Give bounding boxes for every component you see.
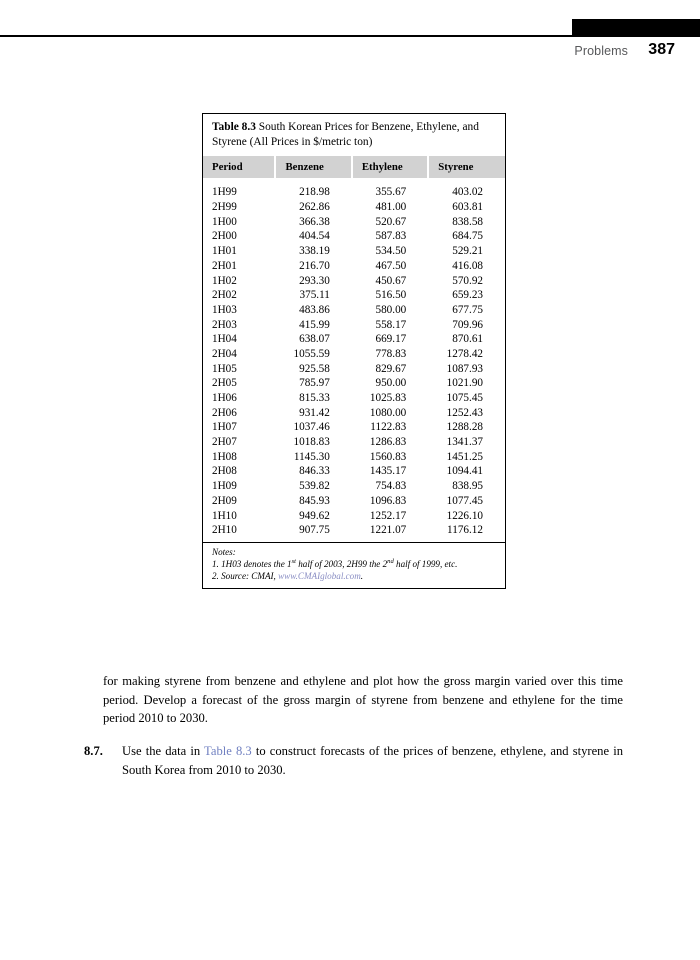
table-row xyxy=(203,508,505,523)
cell-ethylene: 481.00 xyxy=(375,201,407,214)
cell-ethylene: 1080.00 xyxy=(369,406,407,419)
table-row xyxy=(203,288,505,303)
cell-period: 2H04 xyxy=(212,347,237,360)
table-row xyxy=(203,405,505,420)
cell-ethylene: 1286.83 xyxy=(369,436,407,449)
cell-styrene: 570.92 xyxy=(452,274,483,287)
cell-benzene: 483.86 xyxy=(299,303,330,316)
cell-period: 1H02 xyxy=(212,274,237,287)
cell-ethylene: 1122.83 xyxy=(370,421,407,434)
table-row xyxy=(203,523,505,542)
table-row xyxy=(203,391,505,406)
cell-benzene: 1055.59 xyxy=(293,347,330,360)
cell-ethylene: 1435.17 xyxy=(369,465,407,478)
cell-styrene: 1176.12 xyxy=(447,524,483,537)
table-row xyxy=(203,332,505,347)
cell-period: 2H99 xyxy=(212,201,237,214)
cell-benzene: 1018.83 xyxy=(293,436,330,449)
table-row xyxy=(203,259,505,274)
problem-number: 8.7. xyxy=(84,744,103,758)
cell-ethylene: 950.00 xyxy=(375,377,407,390)
note-1-part-b: half of 2003, 2H99 the 2 xyxy=(295,558,388,569)
table-row xyxy=(203,244,505,259)
cell-period: 2H00 xyxy=(212,230,237,243)
cell-ethylene: 829.67 xyxy=(375,362,407,375)
cell-styrene: 838.95 xyxy=(452,480,483,493)
cell-ethylene: 450.67 xyxy=(375,274,407,287)
problem-8-7 xyxy=(84,742,623,779)
table-8-3 xyxy=(202,113,506,589)
cell-styrene: 1021.90 xyxy=(446,377,483,390)
cell-ethylene: 754.83 xyxy=(375,480,407,493)
cell-ethylene: 778.83 xyxy=(375,347,407,360)
cell-period: 1H04 xyxy=(212,333,237,346)
cell-period: 1H08 xyxy=(212,450,237,463)
cell-period: 2H09 xyxy=(212,494,237,507)
cell-benzene: 375.11 xyxy=(299,289,330,302)
running-head-label: Problems xyxy=(574,44,628,58)
table-row xyxy=(203,303,505,318)
note-item-2 xyxy=(212,571,497,583)
cell-period: 2H07 xyxy=(212,436,237,449)
cell-benzene: 931.42 xyxy=(299,406,330,419)
cell-benzene: 218.98 xyxy=(299,186,330,199)
cell-styrene: 870.61 xyxy=(452,333,483,346)
cell-benzene: 338.19 xyxy=(299,245,330,258)
cell-styrene: 416.08 xyxy=(452,259,483,272)
cell-styrene: 1451.25 xyxy=(446,450,483,463)
problem-text xyxy=(122,742,623,779)
body-paragraph: for making styrene from benzene and ethylene and plot how the gross margin varied over this time period. Develop a forecast of the gross margin of styrene from benzene and ethylene for the time period 2010 to 2030. xyxy=(103,674,623,726)
cell-ethylene: 534.50 xyxy=(375,245,407,258)
note-1-part-c: half of 1999, etc. xyxy=(393,558,458,569)
cell-period: 1H00 xyxy=(212,215,237,228)
cell-benzene: 949.62 xyxy=(299,509,330,522)
cell-styrene: 529.21 xyxy=(452,245,483,258)
table-header-row xyxy=(203,156,505,179)
table-row xyxy=(203,464,505,479)
table-8-3-crossref-link[interactable]: Table 8.3 xyxy=(204,744,252,758)
cell-styrene: 677.75 xyxy=(452,303,483,316)
cell-benzene: 845.93 xyxy=(299,494,330,507)
note-1-part-a: 1. 1H03 denotes the 1 xyxy=(212,558,292,569)
table-caption-text: South Korean Prices for Benzene, Ethylene, and Styrene (All Prices in $/metric ton) xyxy=(212,121,479,149)
cell-period: 1H05 xyxy=(212,362,237,375)
cell-styrene: 1278.42 xyxy=(446,347,483,360)
cell-ethylene: 669.17 xyxy=(375,333,407,346)
cell-ethylene: 580.00 xyxy=(375,303,407,316)
note-1-sup-st: st xyxy=(291,557,296,565)
table-row xyxy=(203,347,505,362)
table-row xyxy=(203,479,505,494)
cell-period: 2H03 xyxy=(212,318,237,331)
table-body xyxy=(203,179,505,542)
table-row xyxy=(203,435,505,450)
cell-ethylene: 355.67 xyxy=(375,186,407,199)
cell-styrene: 709.96 xyxy=(452,318,483,331)
cell-styrene: 659.23 xyxy=(452,289,483,302)
cell-benzene: 638.07 xyxy=(299,333,330,346)
price-data-table xyxy=(203,155,505,542)
header-black-tab xyxy=(572,19,700,35)
cell-period: 2H01 xyxy=(212,259,237,272)
table-row xyxy=(203,179,505,200)
table-notes xyxy=(203,543,505,588)
cell-benzene: 216.70 xyxy=(299,259,330,272)
cell-ethylene: 516.50 xyxy=(375,289,407,302)
table-row xyxy=(203,494,505,509)
cell-benzene: 785.97 xyxy=(299,377,330,390)
cell-ethylene: 558.17 xyxy=(375,318,407,331)
notes-heading: Notes: xyxy=(212,547,236,558)
cell-styrene: 1075.45 xyxy=(446,392,483,405)
note-2-prefix: 2. Source: CMAI, xyxy=(212,570,279,581)
cell-benzene: 539.82 xyxy=(299,480,330,493)
problem-text-before-link: Use the data in xyxy=(122,744,205,758)
cell-ethylene: 520.67 xyxy=(375,215,407,228)
cell-styrene: 1226.10 xyxy=(446,509,483,522)
cell-period: 2H06 xyxy=(212,406,237,419)
cell-period: 2H08 xyxy=(212,465,237,478)
cell-benzene: 815.33 xyxy=(299,392,330,405)
cell-period: 2H05 xyxy=(212,377,237,390)
note-2-suffix: . xyxy=(360,570,364,581)
cell-period: 1H10 xyxy=(212,509,237,522)
table-row xyxy=(203,449,505,464)
cell-ethylene: 467.50 xyxy=(375,259,407,272)
cell-period: 1H09 xyxy=(212,480,237,493)
table-row xyxy=(203,273,505,288)
cell-ethylene: 1560.83 xyxy=(369,450,407,463)
table-row xyxy=(203,361,505,376)
cell-styrene: 1077.45 xyxy=(446,494,483,507)
cell-styrene: 1094.41 xyxy=(446,465,483,478)
cell-period: 1H01 xyxy=(212,245,237,258)
cell-styrene: 1341.37 xyxy=(446,436,483,449)
column-header-benzene: Benzene xyxy=(275,156,351,179)
table-caption xyxy=(203,114,505,155)
cell-ethylene: 1096.83 xyxy=(369,494,407,507)
cmai-url-link[interactable]: www.CMAIglobal.com xyxy=(278,570,361,581)
table-row xyxy=(203,376,505,391)
cell-ethylene: 1025.83 xyxy=(369,392,407,405)
note-item-1 xyxy=(212,559,497,571)
cell-benzene: 404.54 xyxy=(299,230,330,243)
cell-period: 2H02 xyxy=(212,289,237,302)
cell-period: 1H99 xyxy=(212,186,237,199)
cell-period: 1H06 xyxy=(212,392,237,405)
cell-benzene: 262.86 xyxy=(299,201,330,214)
cell-styrene: 1087.93 xyxy=(446,362,483,375)
cell-benzene: 293.30 xyxy=(299,274,330,287)
cell-benzene: 366.38 xyxy=(299,215,330,228)
cell-benzene: 1145.30 xyxy=(293,450,330,463)
table-row xyxy=(203,214,505,229)
header-rule xyxy=(0,35,700,37)
page-number: 387 xyxy=(648,41,675,58)
table-row xyxy=(203,420,505,435)
table-caption-label: Table 8.3 xyxy=(212,121,256,133)
cell-ethylene: 587.83 xyxy=(375,230,407,243)
cell-benzene: 1037.46 xyxy=(293,421,330,434)
cell-benzene: 415.99 xyxy=(299,318,330,331)
table-row xyxy=(203,200,505,215)
cell-styrene: 603.81 xyxy=(452,201,483,214)
column-header-period: Period xyxy=(203,156,275,179)
page-header xyxy=(0,0,700,70)
table-row xyxy=(203,229,505,244)
cell-benzene: 907.75 xyxy=(299,524,330,537)
cell-styrene: 1288.28 xyxy=(446,421,483,434)
cell-period: 1H07 xyxy=(212,421,237,434)
column-header-ethylene: Ethylene xyxy=(352,156,428,179)
cell-styrene: 838.58 xyxy=(452,215,483,228)
cell-styrene: 403.02 xyxy=(452,186,483,199)
cell-ethylene: 1221.07 xyxy=(369,524,407,537)
cell-styrene: 684.75 xyxy=(452,230,483,243)
problem-text-after-link: to construct forecasts of the prices of benzene, ethylene, and styrene in South Korea from 2010 to 2030. xyxy=(122,744,624,777)
cell-period: 1H03 xyxy=(212,303,237,316)
cell-ethylene: 1252.17 xyxy=(369,509,407,522)
cell-period: 2H10 xyxy=(212,524,237,537)
table-row xyxy=(203,317,505,332)
cell-benzene: 846.33 xyxy=(299,465,330,478)
column-header-styrene: Styrene xyxy=(428,156,505,179)
cell-benzene: 925.58 xyxy=(299,362,330,375)
note-1-sup-nd: nd xyxy=(387,557,394,565)
cell-styrene: 1252.43 xyxy=(446,406,483,419)
